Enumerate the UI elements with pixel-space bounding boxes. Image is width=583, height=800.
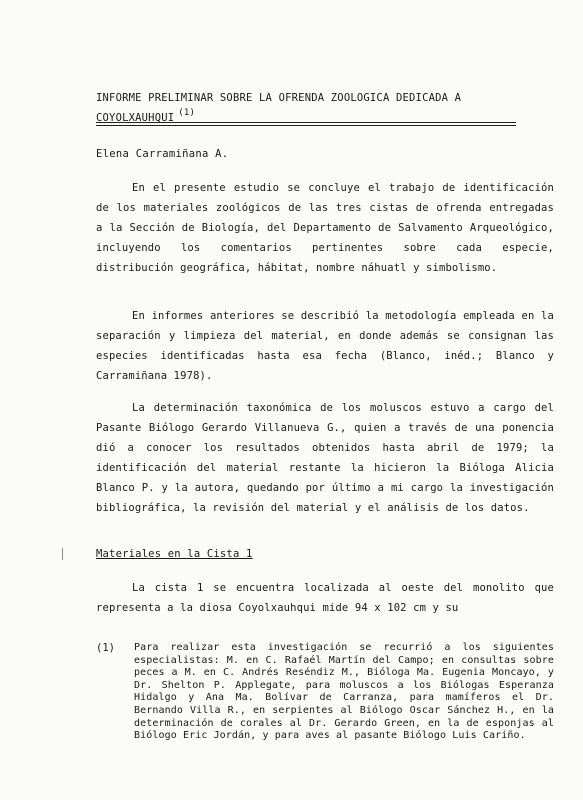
- author-name: Elena Carramiñana A.: [96, 148, 229, 160]
- title-rule-bottom: [96, 125, 516, 126]
- title-rule-top: [96, 122, 516, 123]
- paragraph-2: En informes anteriores se describió la metodología empleada en la separación y limpieza del material, en donde además se consignan las especies identificadas hasta esa fecha (Blanco, inéd.; Blanco y Carramiñana 1978).: [96, 310, 554, 382]
- title-text: INFORME PRELIMINAR SOBRE LA OFRENDA ZOOLOGICA DEDICADA A COYOLXAUHQUI: [96, 92, 462, 124]
- margin-mark: [62, 548, 63, 560]
- paragraph-1: En el presente estudio se concluye el trabajo de identificación de los materiales zoológicos de las tres cistas de ofrenda entregadas a la Sección de Biología, del Departamento de Salvamento Arqueológico, incluyendo los comentarios pertinentes sobre cada especie, distribución geográfica, hábitat, nombre náhuatl y simbolismo.: [96, 182, 554, 274]
- footnote-text: Para realizar esta investigación se recurrió a los siguientes especialistas: M. en C. Rafaél Martín del Campo; en consultas sobre peces a M. en C. Andrés Reséndiz M., Bióloga Ma. Eugenia Moncayo, y Dr. Shelton P. Applegate, para moluscos a los Biólogas Esperanza Hidalgo y Ana Ma. Bolívar de Carranza, para mamíferos el Dr. Bernando Villa R., en serpientes al Biólogo Oscar Sánchez H., en la determinación de corales al Dr. Gerardo Green, en la de esponjas al Biólogo Eric Jordán, y para aves al pasante Biólogo Luis Cariño.: [134, 642, 554, 742]
- document-title: [96, 91, 536, 126]
- section-paragraph: La cista 1 se encuentra localizada al oeste del monolito que representa a la diosa Coyolxauhqui mide 94 x 102 cm y su: [96, 582, 554, 614]
- title-footnote-ref: (1): [178, 108, 196, 118]
- paragraph-3: La determinación taxonómica de los moluscos estuvo a cargo del Pasante Biólogo Gerardo Villanueva G., quien a través de una ponencia dió a conocer los resultados obtenidos hasta abril de 1979; la identificación del material restante la hicieron la Bióloga Alicia Blanco P. y la autora, quedando por último a mi cargo la investigación bibliográfica, la revisión del material y el análisis de los datos.: [96, 402, 554, 514]
- section-heading: Materiales en la Cista 1: [96, 548, 253, 560]
- footnote-marker: (1): [96, 642, 115, 654]
